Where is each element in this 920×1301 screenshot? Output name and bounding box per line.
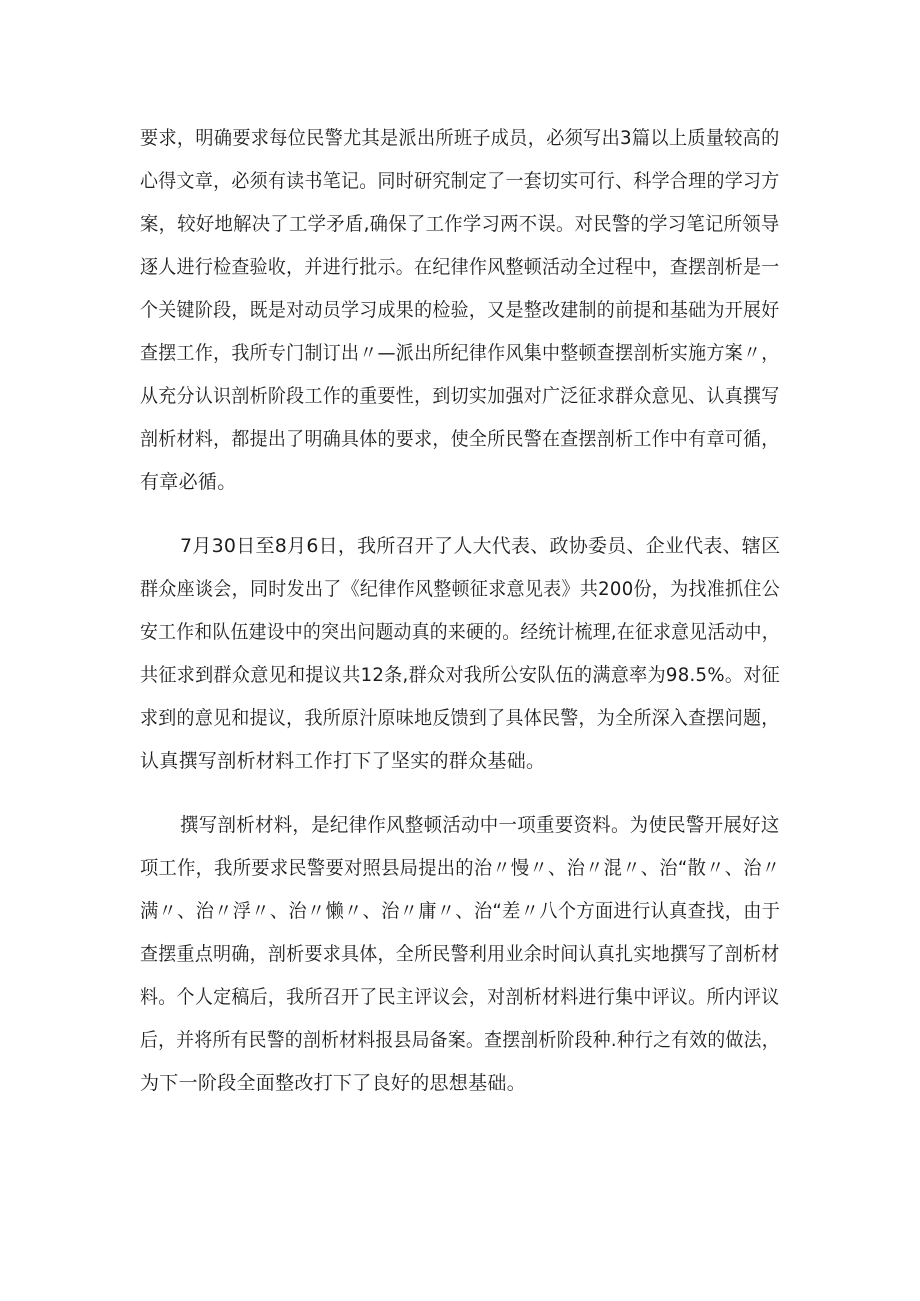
paragraph-line: 心得文章，必须有读书笔记。同时研究制定了一套切实可行、科学合理的学习方 [140, 170, 780, 192]
paragraph-line: 查摆工作，我所专门制订出〃—派出所纪律作风集中整顿查摆剖析实施方案〃， [140, 342, 780, 364]
paragraph-line: 后，并将所有民警的剖析材料报县局备案。查摆剖析阶段种.种行之有效的做法， [140, 1029, 780, 1051]
paragraph-line: 查摆重点明确，剖析要求具体，全所民警利用业余时间认真扎实地撰写了剖析材 [140, 943, 780, 965]
paragraph-line: 安工作和队伍建设中的突出问题动真的来硬的。经统计梳理,在征求意见活动中， [140, 621, 780, 643]
paragraph-line: 为下一阶段全面整改打下了良好的思想基础。 [140, 1072, 527, 1094]
paragraph-line: 认真撰写剖析材料工作打下了坚实的群众基础。 [140, 750, 546, 772]
paragraph-line: 料。个人定稿后，我所召开了民主评议会，对剖析材料进行集中评议。所内评议 [140, 986, 780, 1008]
paragraph-line: 个关键阶段，既是对动员学习成果的检验，又是整改建制的前提和基础为开展好 [140, 299, 780, 321]
paragraph-line: 从充分认识剖析阶段工作的重要性，到切实加强对广泛征求群众意见、认真撰写 [140, 385, 780, 407]
paragraph-line: 7月30日至8月6日，我所召开了人大代表、政协委员、企业代表、辖区 [180, 535, 781, 557]
paragraph-line: 逐人进行检查验收，并进行批示。在纪律作风整顿活动全过程中，查摆剖析是一 [140, 256, 780, 278]
paragraph-line: 要求，明确要求每位民警尤其是派出所班子成员，必须写出3篇以上质量较高的 [140, 127, 780, 149]
paragraph-line: 满〃、治〃浮〃、治〃懒〃、治〃庸〃、治“差〃八个方面进行认真查找，由于 [140, 900, 781, 922]
paragraph-line: 剖析材料，都提出了明确具体的要求，使全所民警在查摆剖析工作中有章可循， [140, 428, 780, 450]
paragraph-line: 群众座谈会，同时发出了《纪律作风整顿征求意见表》共200份，为找准抓住公 [140, 578, 781, 600]
paragraph-line: 求到的意见和提议，我所原汁原味地反馈到了具体民警，为全所深入查摆问题， [140, 707, 780, 729]
paragraph-line: 撰写剖析材料，是纪律作风整顿活动中一项重要资料。为使民警开展好这 [180, 814, 780, 836]
paragraph-line: 共征求到群众意见和提议共12条,群众对我所公安队伍的满意率为98.5%。对征 [140, 664, 780, 686]
paragraph-line: 有章必循。 [140, 471, 237, 493]
paragraph-line: 项工作，我所要求民警要对照县局提出的治〃慢〃、治〃混〃、治“散〃、治〃 [140, 857, 781, 879]
paragraph-line: 案，较好地解决了工学矛盾,确保了工作学习两不误。对民警的学习笔记所领导 [140, 213, 780, 235]
